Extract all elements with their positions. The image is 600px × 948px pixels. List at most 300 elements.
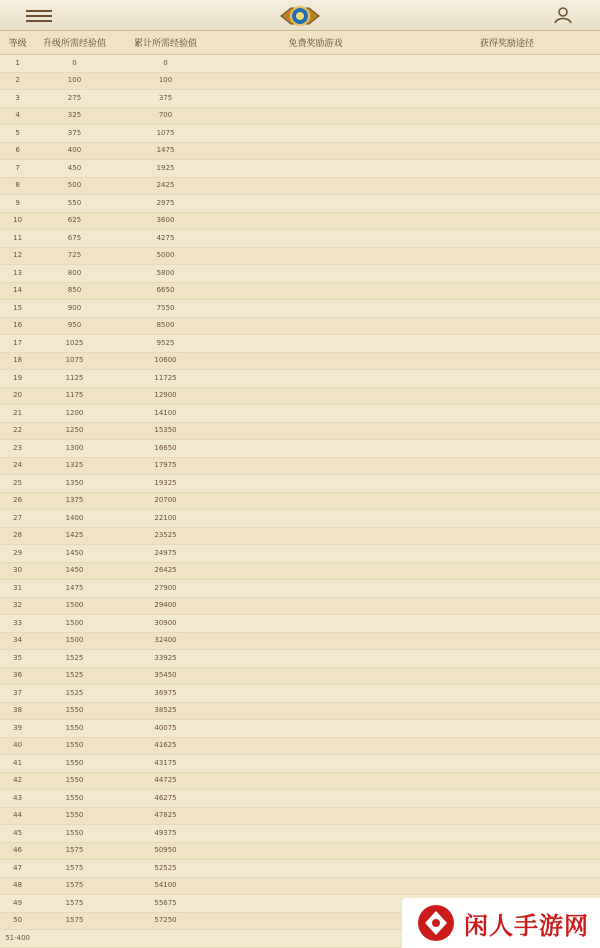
total-cell: 16650 <box>114 440 217 458</box>
total-cell: 43175 <box>114 755 217 773</box>
exp-cell: 550 <box>35 195 114 213</box>
total-cell: 5000 <box>114 247 217 265</box>
exp-cell: 900 <box>35 300 114 318</box>
total-cell: 35450 <box>114 667 217 685</box>
table-row <box>0 160 600 178</box>
path-cell <box>414 317 600 335</box>
reward-cell <box>217 457 414 475</box>
path-cell <box>414 527 600 545</box>
watermark-text: 闲人手游网 <box>464 911 589 940</box>
table-row <box>0 387 600 405</box>
exp-cell: 1525 <box>35 667 114 685</box>
reward-cell <box>217 142 414 160</box>
level-cell: 44 <box>0 807 35 825</box>
table-row <box>0 107 600 125</box>
game-logo <box>277 2 323 30</box>
site-logo-icon <box>416 903 456 943</box>
reward-cell <box>217 387 414 405</box>
exp-cell: 1325 <box>35 457 114 475</box>
level-cell: 15 <box>0 300 35 318</box>
table-row <box>0 212 600 230</box>
reward-cell <box>217 632 414 650</box>
path-cell <box>414 790 600 808</box>
table-row <box>0 685 600 703</box>
exp-cell: 1550 <box>35 702 114 720</box>
exp-cell: 1500 <box>35 597 114 615</box>
total-cell <box>114 930 217 948</box>
level-cell: 21 <box>0 405 35 423</box>
total-cell: 2425 <box>114 177 217 195</box>
exp-cell: 1575 <box>35 912 114 930</box>
path-cell <box>414 422 600 440</box>
level-cell: 10 <box>0 212 35 230</box>
user-icon[interactable] <box>552 5 574 25</box>
level-cell: 51-400 <box>0 930 35 948</box>
reward-cell <box>217 720 414 738</box>
total-cell: 3600 <box>114 212 217 230</box>
level-cell: 36 <box>0 667 35 685</box>
table-row <box>0 230 600 248</box>
level-cell: 24 <box>0 457 35 475</box>
total-cell: 9525 <box>114 335 217 353</box>
reward-cell <box>217 650 414 668</box>
level-cell: 37 <box>0 685 35 703</box>
level-cell: 26 <box>0 492 35 510</box>
exp-cell: 1550 <box>35 807 114 825</box>
reward-cell <box>217 370 414 388</box>
reward-cell <box>217 317 414 335</box>
total-cell: 50950 <box>114 842 217 860</box>
exp-cell: 1550 <box>35 772 114 790</box>
reward-cell <box>217 55 414 73</box>
table-row <box>0 142 600 160</box>
total-cell: 22100 <box>114 510 217 528</box>
level-cell: 47 <box>0 860 35 878</box>
level-cell: 45 <box>0 825 35 843</box>
total-cell: 14100 <box>114 405 217 423</box>
reward-cell <box>217 492 414 510</box>
path-cell <box>414 125 600 143</box>
table-row <box>0 702 600 720</box>
exp-cell: 1025 <box>35 335 114 353</box>
level-cell: 41 <box>0 755 35 773</box>
table-row <box>0 317 600 335</box>
path-cell <box>414 405 600 423</box>
total-cell: 24975 <box>114 545 217 563</box>
level-cell: 25 <box>0 475 35 493</box>
exp-cell: 1525 <box>35 685 114 703</box>
total-cell: 4275 <box>114 230 217 248</box>
table-row <box>0 860 600 878</box>
reward-cell <box>217 615 414 633</box>
level-cell: 16 <box>0 317 35 335</box>
table-row <box>0 177 600 195</box>
table-row <box>0 580 600 598</box>
total-cell: 1075 <box>114 125 217 143</box>
exp-cell: 1575 <box>35 877 114 895</box>
column-header-level: 等级 <box>0 30 35 55</box>
reward-cell <box>217 895 414 913</box>
column-header-total: 累计所需经验值 <box>114 30 217 55</box>
table-row <box>0 877 600 895</box>
level-cell: 4 <box>0 107 35 125</box>
site-watermark <box>402 898 600 948</box>
level-cell: 6 <box>0 142 35 160</box>
level-cell: 7 <box>0 160 35 178</box>
total-cell: 30900 <box>114 615 217 633</box>
path-cell <box>414 212 600 230</box>
reward-cell <box>217 247 414 265</box>
level-cell: 27 <box>0 510 35 528</box>
reward-cell <box>217 860 414 878</box>
path-cell <box>414 107 600 125</box>
table-row <box>0 282 600 300</box>
exp-cell: 1450 <box>35 545 114 563</box>
exp-cell: 0 <box>35 55 114 73</box>
exp-cell: 1400 <box>35 510 114 528</box>
path-cell <box>414 352 600 370</box>
total-cell: 15350 <box>114 422 217 440</box>
level-cell: 49 <box>0 895 35 913</box>
reward-cell <box>217 90 414 108</box>
path-cell <box>414 772 600 790</box>
reward-cell <box>217 842 414 860</box>
table-row <box>0 55 600 73</box>
top-bar <box>0 0 600 31</box>
path-cell <box>414 632 600 650</box>
level-cell: 39 <box>0 720 35 738</box>
reward-cell <box>217 912 414 930</box>
exp-cell: 1475 <box>35 580 114 598</box>
level-cell: 8 <box>0 177 35 195</box>
path-cell <box>414 667 600 685</box>
total-cell: 23525 <box>114 527 217 545</box>
level-cell: 29 <box>0 545 35 563</box>
total-cell: 0 <box>114 55 217 73</box>
path-cell <box>414 90 600 108</box>
path-cell <box>414 702 600 720</box>
table-row <box>0 597 600 615</box>
reward-cell <box>217 195 414 213</box>
path-cell <box>414 510 600 528</box>
level-cell: 48 <box>0 877 35 895</box>
exp-cell: 1500 <box>35 615 114 633</box>
exp-cell: 1450 <box>35 562 114 580</box>
reward-cell <box>217 352 414 370</box>
exp-cell: 675 <box>35 230 114 248</box>
exp-cell: 850 <box>35 282 114 300</box>
menu-icon[interactable] <box>26 10 52 22</box>
reward-cell <box>217 580 414 598</box>
total-cell: 47825 <box>114 807 217 825</box>
reward-cell <box>217 405 414 423</box>
level-cell: 28 <box>0 527 35 545</box>
table-row <box>0 737 600 755</box>
table-row <box>0 422 600 440</box>
path-cell <box>414 615 600 633</box>
reward-cell <box>217 702 414 720</box>
exp-cell: 1350 <box>35 475 114 493</box>
table-body <box>0 55 600 948</box>
total-cell: 20700 <box>114 492 217 510</box>
table-row <box>0 440 600 458</box>
total-cell: 57250 <box>114 912 217 930</box>
exp-cell: 375 <box>35 125 114 143</box>
level-cell: 11 <box>0 230 35 248</box>
exp-cell <box>35 930 114 948</box>
path-cell <box>414 650 600 668</box>
exp-cell: 400 <box>35 142 114 160</box>
exp-cell: 1550 <box>35 720 114 738</box>
exp-cell: 625 <box>35 212 114 230</box>
reward-cell <box>217 562 414 580</box>
total-cell: 40075 <box>114 720 217 738</box>
reward-cell <box>217 685 414 703</box>
table-row <box>0 807 600 825</box>
total-cell: 26425 <box>114 562 217 580</box>
exp-cell: 1300 <box>35 440 114 458</box>
exp-cell: 500 <box>35 177 114 195</box>
level-cell: 9 <box>0 195 35 213</box>
path-cell <box>414 755 600 773</box>
exp-cell: 1250 <box>35 422 114 440</box>
total-cell: 700 <box>114 107 217 125</box>
level-cell: 19 <box>0 370 35 388</box>
exp-cell: 1500 <box>35 632 114 650</box>
exp-cell: 1575 <box>35 842 114 860</box>
reward-cell <box>217 597 414 615</box>
path-cell <box>414 177 600 195</box>
level-table <box>0 30 600 948</box>
reward-cell <box>217 177 414 195</box>
exp-cell: 1525 <box>35 650 114 668</box>
path-cell <box>414 300 600 318</box>
table-row <box>0 125 600 143</box>
table-row <box>0 72 600 90</box>
level-cell: 5 <box>0 125 35 143</box>
total-cell: 33925 <box>114 650 217 668</box>
path-cell <box>414 492 600 510</box>
total-cell: 11725 <box>114 370 217 388</box>
total-cell: 29400 <box>114 597 217 615</box>
total-cell: 38525 <box>114 702 217 720</box>
level-cell: 1 <box>0 55 35 73</box>
reward-cell <box>217 160 414 178</box>
table-header <box>0 30 600 55</box>
table-row <box>0 772 600 790</box>
exp-cell: 950 <box>35 317 114 335</box>
level-cell: 13 <box>0 265 35 283</box>
exp-cell: 1425 <box>35 527 114 545</box>
table-row <box>0 247 600 265</box>
level-cell: 38 <box>0 702 35 720</box>
table-row <box>0 632 600 650</box>
path-cell <box>414 807 600 825</box>
total-cell: 41625 <box>114 737 217 755</box>
path-cell <box>414 282 600 300</box>
level-cell: 33 <box>0 615 35 633</box>
total-cell: 5800 <box>114 265 217 283</box>
level-cell: 46 <box>0 842 35 860</box>
reward-cell <box>217 737 414 755</box>
total-cell: 10600 <box>114 352 217 370</box>
path-cell <box>414 387 600 405</box>
reward-cell <box>217 667 414 685</box>
table-row <box>0 755 600 773</box>
total-cell: 7550 <box>114 300 217 318</box>
table-row <box>0 527 600 545</box>
path-cell <box>414 265 600 283</box>
total-cell: 12900 <box>114 387 217 405</box>
path-cell <box>414 860 600 878</box>
total-cell: 49375 <box>114 825 217 843</box>
exp-cell: 1200 <box>35 405 114 423</box>
table-row <box>0 335 600 353</box>
table-row <box>0 405 600 423</box>
path-cell <box>414 580 600 598</box>
total-cell: 27900 <box>114 580 217 598</box>
path-cell <box>414 877 600 895</box>
reward-cell <box>217 72 414 90</box>
level-cell: 32 <box>0 597 35 615</box>
reward-cell <box>217 475 414 493</box>
table-row <box>0 265 600 283</box>
total-cell: 6650 <box>114 282 217 300</box>
path-cell <box>414 195 600 213</box>
reward-cell <box>217 265 414 283</box>
level-cell: 22 <box>0 422 35 440</box>
reward-cell <box>217 807 414 825</box>
reward-cell <box>217 755 414 773</box>
level-cell: 2 <box>0 72 35 90</box>
table-row <box>0 790 600 808</box>
path-cell <box>414 457 600 475</box>
table-row <box>0 300 600 318</box>
table-row <box>0 667 600 685</box>
reward-cell <box>217 930 414 948</box>
path-cell <box>414 720 600 738</box>
table-row <box>0 825 600 843</box>
reward-cell <box>217 545 414 563</box>
total-cell: 2975 <box>114 195 217 213</box>
level-cell: 14 <box>0 282 35 300</box>
level-cell: 3 <box>0 90 35 108</box>
total-cell: 8500 <box>114 317 217 335</box>
reward-cell <box>217 300 414 318</box>
exp-cell: 1550 <box>35 737 114 755</box>
total-cell: 1475 <box>114 142 217 160</box>
level-cell: 40 <box>0 737 35 755</box>
reward-cell <box>217 527 414 545</box>
table-row <box>0 352 600 370</box>
total-cell: 55675 <box>114 895 217 913</box>
path-cell <box>414 597 600 615</box>
path-cell <box>414 842 600 860</box>
reward-cell <box>217 825 414 843</box>
path-cell <box>414 440 600 458</box>
reward-cell <box>217 107 414 125</box>
exp-cell: 800 <box>35 265 114 283</box>
level-cell: 12 <box>0 247 35 265</box>
exp-cell: 1125 <box>35 370 114 388</box>
table-row <box>0 615 600 633</box>
table-row <box>0 475 600 493</box>
column-header-path: 获得奖励途径 <box>414 30 600 55</box>
path-cell <box>414 685 600 703</box>
table-row <box>0 650 600 668</box>
exp-cell: 450 <box>35 160 114 178</box>
level-cell: 18 <box>0 352 35 370</box>
reward-cell <box>217 282 414 300</box>
exp-cell: 1575 <box>35 860 114 878</box>
table-row <box>0 720 600 738</box>
reward-cell <box>217 772 414 790</box>
level-cell: 35 <box>0 650 35 668</box>
level-cell: 17 <box>0 335 35 353</box>
exp-cell: 325 <box>35 107 114 125</box>
path-cell <box>414 55 600 73</box>
reward-cell <box>217 440 414 458</box>
table-row <box>0 545 600 563</box>
reward-cell <box>217 125 414 143</box>
path-cell <box>414 737 600 755</box>
table-row <box>0 492 600 510</box>
total-cell: 375 <box>114 90 217 108</box>
exp-cell: 1075 <box>35 352 114 370</box>
level-cell: 43 <box>0 790 35 808</box>
path-cell <box>414 335 600 353</box>
table-row <box>0 842 600 860</box>
level-cell: 34 <box>0 632 35 650</box>
level-cell: 31 <box>0 580 35 598</box>
total-cell: 36975 <box>114 685 217 703</box>
exp-cell: 275 <box>35 90 114 108</box>
total-cell: 17975 <box>114 457 217 475</box>
path-cell <box>414 230 600 248</box>
total-cell: 54100 <box>114 877 217 895</box>
path-cell <box>414 370 600 388</box>
reward-cell <box>217 877 414 895</box>
table-row <box>0 370 600 388</box>
total-cell: 44725 <box>114 772 217 790</box>
level-cell: 42 <box>0 772 35 790</box>
exp-cell: 1175 <box>35 387 114 405</box>
reward-cell <box>217 230 414 248</box>
path-cell <box>414 142 600 160</box>
path-cell <box>414 825 600 843</box>
column-header-reward: 免费奖励游戏 <box>217 30 414 55</box>
exp-cell: 1550 <box>35 825 114 843</box>
total-cell: 52525 <box>114 860 217 878</box>
level-cell: 23 <box>0 440 35 458</box>
table-row <box>0 510 600 528</box>
total-cell: 100 <box>114 72 217 90</box>
table-row <box>0 90 600 108</box>
reward-cell <box>217 422 414 440</box>
level-cell: 30 <box>0 562 35 580</box>
column-header-exp: 升级所需经验值 <box>35 30 114 55</box>
path-cell <box>414 72 600 90</box>
total-cell: 46275 <box>114 790 217 808</box>
exp-cell: 725 <box>35 247 114 265</box>
table-row <box>0 457 600 475</box>
exp-cell: 1375 <box>35 492 114 510</box>
level-cell: 20 <box>0 387 35 405</box>
exp-cell: 1550 <box>35 755 114 773</box>
path-cell <box>414 562 600 580</box>
table-row <box>0 562 600 580</box>
exp-cell: 1550 <box>35 790 114 808</box>
